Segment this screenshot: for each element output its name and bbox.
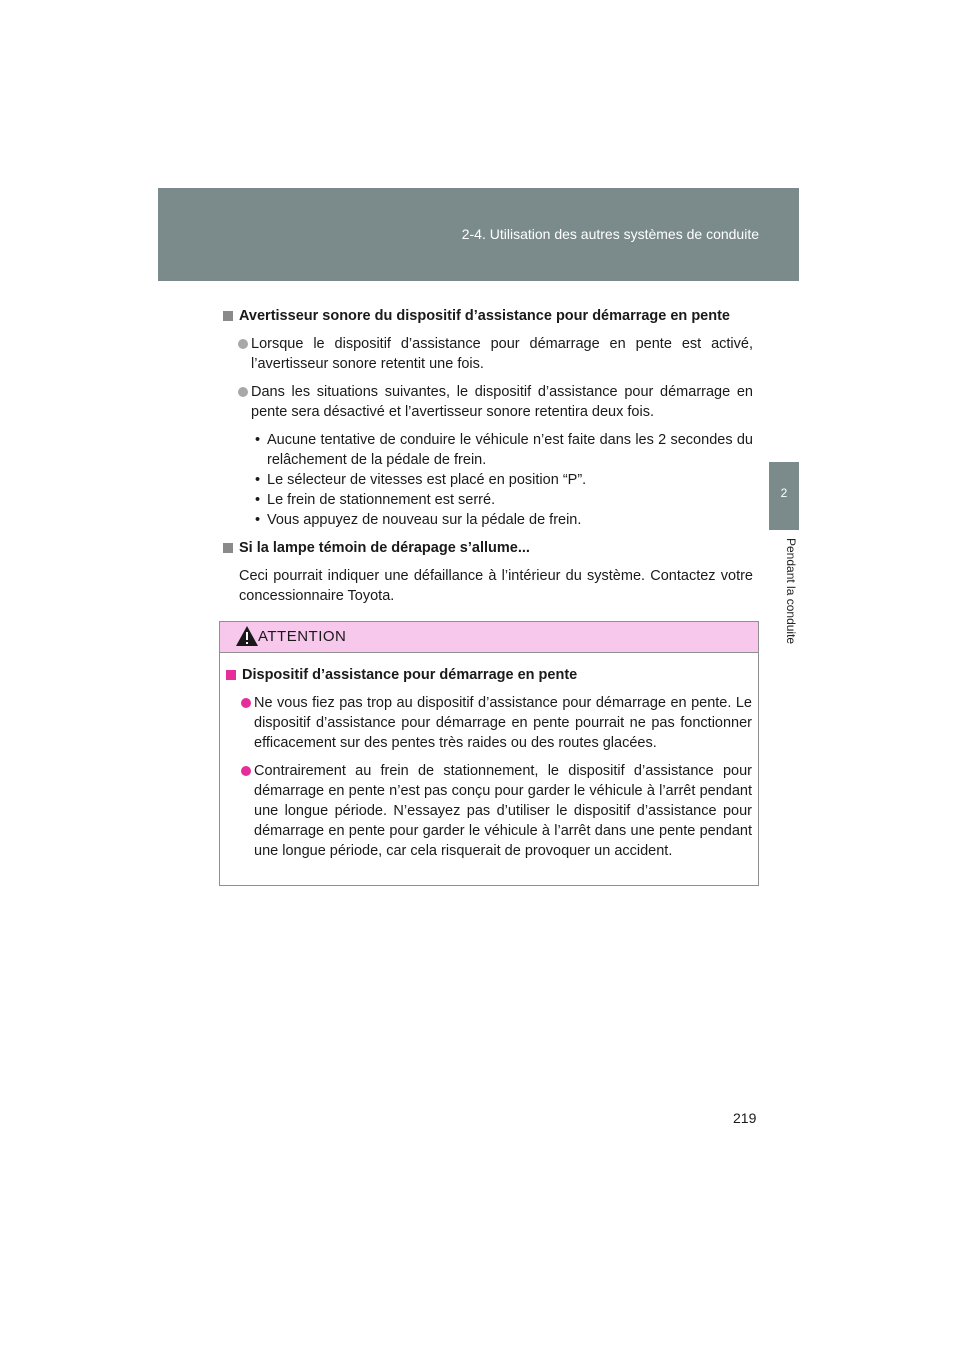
warning-triangle-icon [235,625,259,647]
warning-body [220,653,758,861]
warning-header [220,622,758,653]
paragraph: Ceci pourrait indiquer une défaillance à l’intérieur du système. Contactez votre concessionnaire Toyota. [239,568,753,604]
list-item: Contrairement au frein de stationnement, le dispositif d’assistance pour démarrage en pente n’est pas conçu pour garder le véhicule à l’arrêt pendant une longue période. N’essayez pas d’utiliser le dispositif d’assistance pour démarrage en pente pour garder le véhicule à l’arrêt dans une pente pendant une longue période, car cela risquerait de provoquer un accident. [226,761,752,861]
list-item: Lorsque le dispositif d’assistance pour démarrage en pente est activé, l’avertisseur sonore retentit une fois. [223,334,753,374]
square-bullet-icon [223,311,233,321]
sub-list-item: • Le sélecteur de vitesses est placé en position “P”. [255,472,587,488]
chapter-tab [769,462,799,530]
section-title: 2-4. Utilisation des autres systèmes de conduite [461,226,759,242]
warning-heading: Dispositif d’assistance pour démarrage en pente [226,665,752,685]
page-header [158,188,799,281]
chapter-label: Pendant la conduite [784,538,798,645]
chapter-number: 2 [780,486,788,500]
circle-bullet-icon [238,339,248,349]
dot-marker-icon: • [255,432,261,448]
dot-marker-icon: • [255,492,261,508]
list-item: Ne vous fiez pas trop au dispositif d’assistance pour démarrage en pente. Le dispositif d’assistance pour démarrage en pente pourrait ne pas fonctionner efficacement sur des pentes très raides ou des routes glacées. [226,693,752,753]
circle-bullet-icon [238,387,248,397]
circle-bullet-icon [241,698,251,708]
dot-marker-icon: • [255,472,261,488]
sub-list-item: • Aucune tentative de conduire le véhicule n’est faite dans les 2 secondes du relâchement de la pédale de frein. [255,432,753,468]
circle-bullet-icon [241,766,251,776]
square-bullet-icon [223,543,233,553]
warning-box [219,621,759,886]
dot-marker-icon: • [255,512,261,528]
sub-list-item: • Le frein de stationnement est serré. [255,492,496,508]
section-heading: Avertisseur sonore du dispositif d’assistance pour démarrage en pente [223,306,753,326]
list-item: Dans les situations suivantes, le dispositif d’assistance pour démarrage en pente sera désactivé et l’avertisseur sonore retentira deux fois. [223,382,753,422]
warning-title: ATTENTION [258,628,347,645]
section-heading: Si la lampe témoin de dérapage s’allume... [223,538,753,558]
sub-list-item: • Vous appuyez de nouveau sur la pédale de frein. [255,512,582,528]
page-number: 219 [733,1110,757,1126]
square-bullet-icon [226,670,236,680]
main-content [223,306,753,616]
